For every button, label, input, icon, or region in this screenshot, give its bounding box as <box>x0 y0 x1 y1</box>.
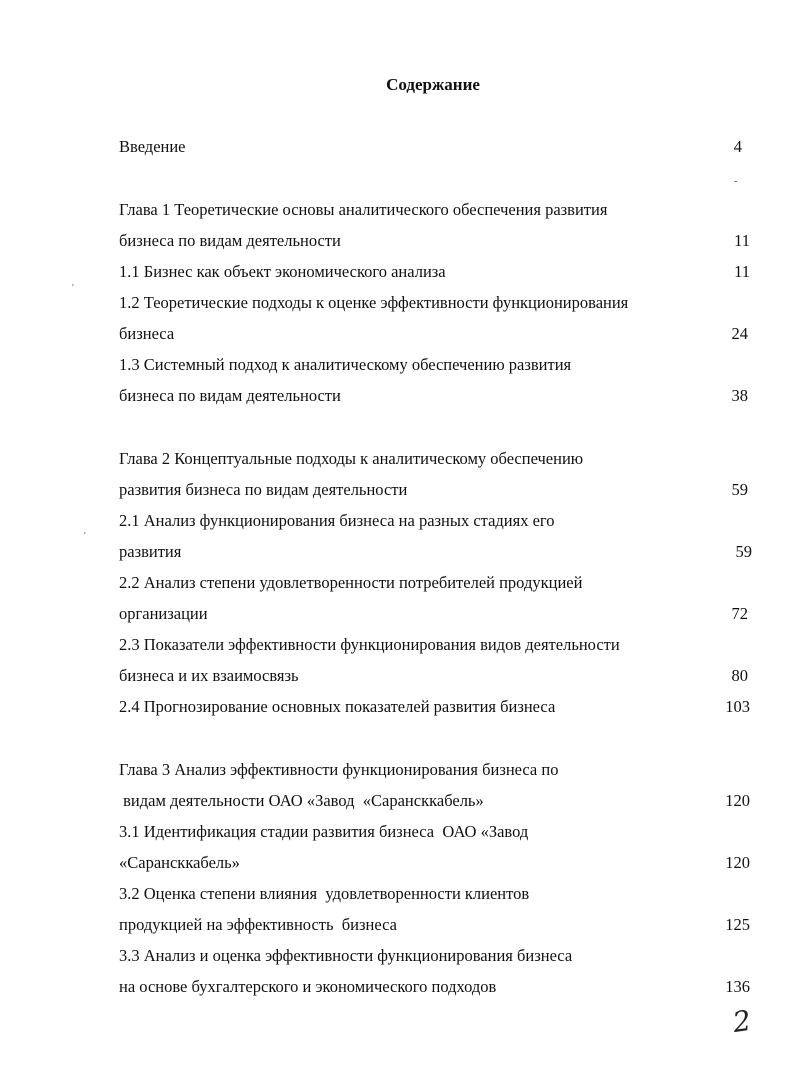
toc-entry-text: 2.2 Анализ степени удовлетворенности потребителей продукцией <box>119 573 583 592</box>
toc-page-number: 80 <box>731 666 748 685</box>
toc-entry-text: бизнеса и их взаимосвязь <box>119 666 299 685</box>
toc-entry-text: 2.1 Анализ функционирования бизнеса на разных стадиях его <box>119 511 555 530</box>
toc-entry-text: «Сарансккабель» <box>119 853 240 872</box>
toc-entry-text: 1.3 Системный подход к аналитическому обеспечению развития <box>119 355 572 374</box>
toc-page-number: 120 <box>725 791 750 810</box>
handwritten-page-number: 2 <box>730 1003 754 1040</box>
toc-entry-text: 1.1 Бизнес как объект экономического анализа <box>119 262 446 281</box>
scan-mark-icon: ' <box>84 531 86 542</box>
toc-entry-text: 3.2 Оценка степени влияния удовлетворенности клиентов <box>119 884 530 903</box>
toc-page-number: 59 <box>735 542 752 561</box>
toc-page-number: 72 <box>731 604 748 623</box>
toc-page-number: 38 <box>731 386 748 405</box>
toc-page-number: 11 <box>734 262 750 281</box>
toc-entry-text: бизнеса по видам деятельности <box>119 386 341 405</box>
toc-entry-text: 3.1 Идентификация стадии развития бизнеса ОАО «Завод <box>119 822 529 841</box>
dash-mark-icon: - <box>734 176 738 187</box>
toc-page-number: 11 <box>734 231 750 250</box>
toc-page-number: 59 <box>731 480 748 499</box>
toc-entry-text: на основе бухгалтерского и экономического подходов <box>119 977 497 996</box>
toc-page-number: 136 <box>725 977 750 996</box>
toc-page-number: 120 <box>725 853 750 872</box>
scan-mark-icon: ' <box>72 283 74 294</box>
toc-page-number: 125 <box>725 915 750 934</box>
toc-entry-text: Глава 1 Теоретические основы аналитического обеспечения развития <box>119 200 608 219</box>
toc-entry-text: Введение <box>119 137 186 156</box>
toc-entry-text: 2.3 Показатели эффективности функционирования видов деятельности <box>119 635 620 654</box>
toc-entry-text: организации <box>119 604 208 623</box>
toc-page-number: 4 <box>733 137 742 156</box>
toc-entry-text: продукцией на эффективность бизнеса <box>119 915 397 934</box>
toc-entry-text: бизнеса <box>119 324 175 343</box>
toc-entry-text: Глава 3 Анализ эффективности функционирования бизнеса по <box>119 760 559 779</box>
toc-entry-text: развития <box>119 542 182 561</box>
toc-page-number: 24 <box>731 324 748 343</box>
toc-page-number: 103 <box>725 697 750 716</box>
toc-entry-text: видам деятельности ОАО «Завод «Сарансккабель» <box>119 791 484 810</box>
toc-entry-text: бизнеса по видам деятельности <box>119 231 341 250</box>
toc-entry-text: Глава 2 Концептуальные подходы к аналитическому обеспечению <box>119 449 584 468</box>
toc-entry-text: 3.3 Анализ и оценка эффективности функционирования бизнеса <box>119 946 573 965</box>
toc-entry-text: 1.2 Теоретические подходы к оценке эффективности функционирования <box>119 293 629 312</box>
toc-entry-text: 2.4 Прогнозирование основных показателей развития бизнеса <box>119 697 556 716</box>
toc-entry-text: развития бизнеса по видам деятельности <box>119 480 408 499</box>
toc-title: Содержание <box>386 75 480 94</box>
